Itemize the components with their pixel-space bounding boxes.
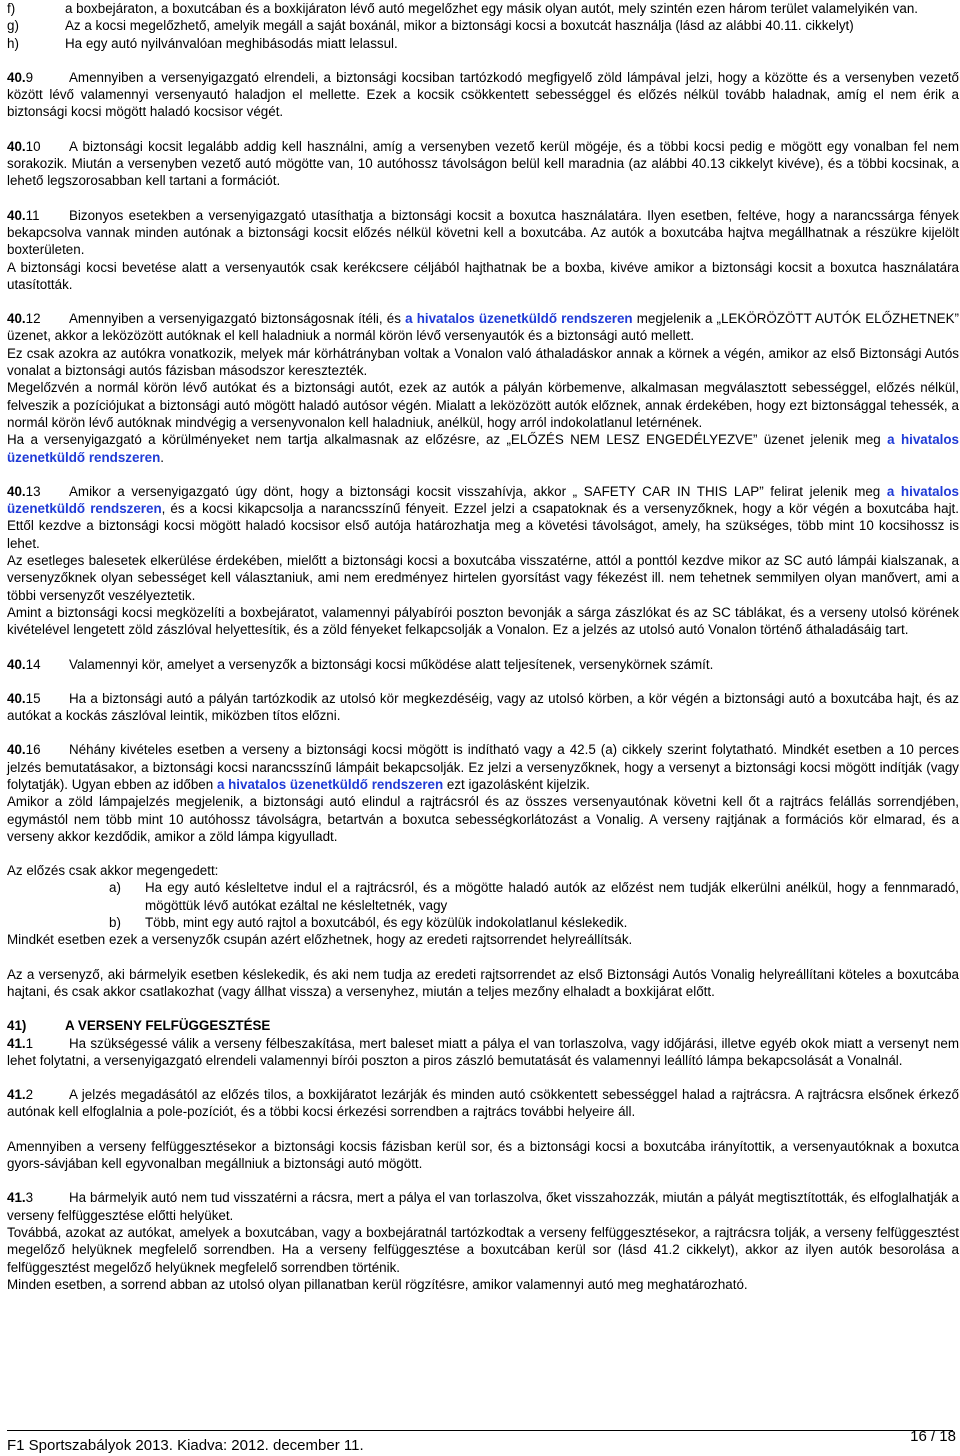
section-heading [7,1017,959,1034]
document-page [7,0,959,1293]
article-40-14: 40.14 Valamennyi kör, amelyet a versenyzők a biztonsági kocsi működése alatt teljesítenek, versenykörnek számít. [7,656,714,672]
footer-page-number: 16 / 18 [910,1428,956,1445]
list-item-text: a boxbejáraton, a boxutcában és a boxkijáraton lévő autó megelőzhet egy másik olyan autót, mely szintén ezen három terület valamelyikén van. [65,1,919,16]
article-40-12: 40.12 Amennyiben a versenyigazgató biztonságosnak ítéli, és a hivatalos üzenetküldő rendszeren megjelenik a „LEKÖRÖZÖTT AUTÓK ELŐZHETNEK” üzenet, akkor a leközözött autóknak el kell haladniuk a normál körön lévő versenyautók és a biztonsági autó mellett. [7,311,959,344]
list-item-text: Több, mint egy autó rajtol a boxutcából, és egy közülük indokolatlanul késlekedik. [145,915,628,931]
footer-divider [7,1430,953,1431]
messaging-system-link: a hivatalos üzenetküldő rendszeren [7,483,959,517]
list-item [7,879,959,914]
article-40-13: 40.13 Amikor a versenyigazgató úgy dönt, hogy a biztonsági kocsit visszahívja, akkor „ SAFETY CAR IN THIS LAP” felirat jelenik meg a hivatalos üzenetküldő rendszeren, és a kocsi kikapcsolja a narancsszínű fényeit. Ezzel jelzi a csapatoknak és a versenyzőknek, hogy a kör végén a boxutcába hajt. Ettől kezdve a biztonsági kocsi mögött haladó kocsisor első autója határozhatja meg a követési távolságot, amely, ha szükséges, több mint 10 kocsihossz is lehet. [7,483,959,551]
article-41-2-paragraph: Amennyiben a verseny felfüggesztésekor a biztonsági kocsis fázisban kerül sor, és a biztonsági kocsi a boxutcába irányítottik, a versenyautóknak a boxutca gyors-sávjában kell egyvonalban megállniuk a biztonsági autó mögött. [7,1138,959,1172]
article-40-12-paragraph: Ez csak azokra az autókra vonatkozik, melyek már körhátrányban voltak a Vonalon való áthaladáskor annak a körnek a végén, amikor az első Biztonsági Autós vonalat a biztonsági autós fázisban másodszor keresztezték. [7,345,959,379]
article-41-3: 41.3 Ha bármelyik autó nem tud visszatérni a rácsra, mert a pálya el van torlaszolva, őket visszahozzák, miután a pályát megtisztították, és elfoglalhatják a verseny felfüggesztése előtti helyüket. [7,1190,959,1223]
list-item [7,914,959,931]
article-40-16-paragraph: Amikor a zöld lámpajelzés megjelenik, a biztonsági autó elindul a rajtrácsról és az összes versenyautónak követni kell őt a rajtrács felállás sorrendjében, egymástól nem több mint 10 autóhossz távolságra, betartván a boxutca sebességkorlátozást a Vonalig. A verseny rajtjának a formációs kör elmarad, és a verseny akkor kezdődik, amikor a zöld lámpa kigyulladt. [7,794,959,844]
article-40-10: 40.10 A biztonsági kocsit legalább addig kell használni, amíg a versenyben vezető kerül mögéje, és a többi kocsi pedig e mögött egy vonalban fel nem sorakozik. Miután a versenyben vezető autó mögötte van, 10 autóhossz távolságon belül kell maradnia (az alábbi 40.13 cikkelyt kivéve), és a többi kocsinak, a lehető legszorosabban kell tartani a formációt. [7,138,959,189]
messaging-system-link: a hivatalos üzenetküldő rendszeren [405,311,633,327]
list-item-label: f) [7,1,16,16]
list-item-label: g) [7,18,19,34]
article-40-13-paragraph: Az esetleges balesetek elkerülése érdekében, mielőtt a biztonsági kocsi a boxutcába visszatérne, attól a ponttól kezdve mikor az SC autó lámpái kialszanak, a versenyzőknek olyan sebességet kell választaniuk, ami nem eredményez hirtelen gyorsítást vagy fékezést ill. nem tehetnek semmilyen olyan manővert, ami a többi versenyzőt veszélyeztetik. [7,553,959,603]
article-41-3-paragraph: Minden esetben, a sorrend abban az utolsó olyan pillanatban kerül rögzítésre, amikor valamennyi autó meg meghatározható. [7,1276,748,1292]
article-40-12-paragraph: Megelőzvén a normál körön lévő autókat és a biztonsági autót, ezek az autók a pályán körbemenve, alkalmasan megválasztott sebességgel, előzés nélkül, felveszik a pozíciójukat a biztonsági autó mögött haladó autósor végén. Mialatt a leközözött autók előznek, annak érdekében, hogy ezt biztonsággal tehessék, a normál körön lévő autóknak mindvégig a versenyvonalon kell haladniuk, anélkül, hogy arról indokolatlanul letérnének. [7,380,959,430]
article-40-12-paragraph: Ha a versenyigazgató a körülményeket nem tartja alkalmasnak az előzésre, az „ELŐZÉS NEM LESZ ENGEDÉLYEZVE” üzenet jelenik meg a hivatalos üzenetküldő rendszeren. [7,432,959,465]
article-40-11: 40.11 Bizonyos esetekben a versenyigazgató utasíthatja a biztonsági kocsit a boxutca használatára. Ilyen esetben, feltéve, hogy a narancssárga fények bekapcsolva vannak minden autónak a biztonsági kocsit előzés nélkül követni kell a boxutcába. Az autók a boxutcába hajtva megállhatnak a részükre kijelölt boxterületen. [7,207,959,258]
article-40-9: 40.9 Amennyiben a versenyigazgató elrendeli, a biztonsági kocsiban tartózkodó megfigyelő zöld lámpával jelzi, hogy a közötte és a versenyben vezető között lévő valamennyi versenyautó haladjon el mellette. Ezek a kocsik csökkentett sebességgel és előzés nélkül tovább haladnak, amíg el nem érik a biztonsági kocsi mögött haladó kocsisor végét. [7,69,959,120]
list-item-label: b) [109,915,121,931]
list-item [7,35,959,52]
list-item-label: a) [109,880,121,896]
list-item-label: h) [7,35,19,51]
footer-document-title: F1 Sportszabályok 2013. Kiadva: 2012. december 11. [7,1437,364,1454]
list-item-text: Az a kocsi megelőzhető, amelyik megáll a saját boxánál, mikor a biztonsági kocsi a boxutcát használja (lásd az alábbi 40.11. cikkelyt) [65,18,854,34]
article-41-1: 41.1 Ha szükségessé válik a verseny félbeszakítása, mert baleset miatt a pálya el van torlaszolva, vagy időjárási, illetve egyéb okok miatt a versenyt nem lehet folytatni, a versenyigazgató elrendeli valamennyi bírói poszton a piros zászló bemutatását és valamennyi leállító lámpa bekapcsolását a Vonalnál. [7,1035,959,1068]
messaging-system-link: a hivatalos üzenetküldő rendszeren [216,776,444,792]
article-41-2: 41.2 A jelzés megadásától az előzés tilos, a boxkijáratot lezárják és minden autó csökkentett sebességgel halad a rajtrácsra. A rajtrácsra elsőnek érkező autónak kell elfoglalnia a pole-pozíciót, és a többi kocsi érkezési sorrendben a rajtrács további helyeire áll. [7,1087,959,1120]
list-top [7,0,959,52]
article-41-3-paragraph: Továbbá, azokat az autókat, amelyek a boxutcában, vagy a boxbejáratnál tartózkodtak a verseny felfüggesztésekor, a rajtrácsra tolják, a verseny felfüggesztést megelőző helyüknek megfelelő sorrendben. Ha a verseny felfüggesztése a boxutcában kerül sor (lásd 41.2 cikkelyt), akkor az ilyen autók besorolása a felfüggesztést megelőző helyüknek megfelelő sorrendben történik. [7,1224,959,1275]
article-40-16-paragraph: Az a versenyző, aki bármelyik esetben késlekedik, és aki nem tudja az eredeti rajtsorrendet az első Biztonsági Autós Vonalig helyreállítani köteles a boxutcába hajtani, és csak akkor csatlakozhat (vagy állhat vissza) a versenyhez, miután a teljes mezőny elhaladt a boxkijárat előtt. [7,966,959,999]
list-item [7,0,959,17]
messaging-system-link: a hivatalos üzenetküldő rendszeren [7,432,959,465]
article-40-11-paragraph: A biztonsági kocsi bevetése alatt a versenyautók csak kerékcsere céljából hajthatnak be a boxba, kivéve amikor a biztonsági kocsit a boxutca használatára utasították. [7,259,959,292]
article-40-16: 40.16 Néhány kivételes esetben a verseny a biztonsági kocsi mögött is indítható vagy a 42.5 (a) cikkely szerint folytatható. Mindkét esetben a 10 perces jelzés bemutatásakor, a biztonsági kocsi narancsszínű lámpáit bekapcsolják. Ez jelzi a versenyzőknek, hogy a versenyt a biztonsági kocsi mögött indítják (vagy folytatják). Ugyan ebben az időben a hivatalos üzenetküldő rendszeren ezt igazolásként kijelzik. [7,742,959,792]
article-40-16-paragraph: Az előzés csak akkor megengedett: [7,863,219,879]
article-40-15: 40.15 Ha a biztonsági autó a pályán tartózkodik az utolsó kör megkezdéséig, vagy az utolsó körben, a kör végén a biztonsági autó a boxutcába hajt, és az autókat a kockás zászlóval leintik, miközben títos előzni. [7,690,959,724]
list-item-text: Ha egy autó késleltetve indul el a rajtrácsról, és a mögötte haladó autók az előzést nem tudják elkerülni anélkül, hogy a fennmaradó, mögöttük lévő autókat ezáltal ne késleltetnék, vagy [145,880,959,913]
article-40-16-paragraph: Mindkét esetben ezek a versenyzők csupán azért előzhetnek, hogy az eredeti rajtsorrendet helyreállítsák. [7,932,633,948]
list-item-text: Ha egy autó nyilvánvalóan meghibásodás miatt lelassul. [65,35,398,51]
list-item [7,17,959,34]
article-40-13-paragraph: Amint a biztonsági kocsi megközelíti a boxbejáratot, valamennyi pályabírói poszton bevonják a sárga zászlókat és az SC táblákat, és a verseny utolsó körének kivételével lengetett zöld zászlóval helyettesítik, és a zöld fényeket felkapcsolják a Vonalon. Ez a jelzés az utolsó autó Vonalon történő áthaladásáig tart. [7,604,959,638]
section-title: A VERSENY FELFÜGGESZTÉSE [65,1018,271,1034]
section-number: 41) [7,1018,27,1034]
